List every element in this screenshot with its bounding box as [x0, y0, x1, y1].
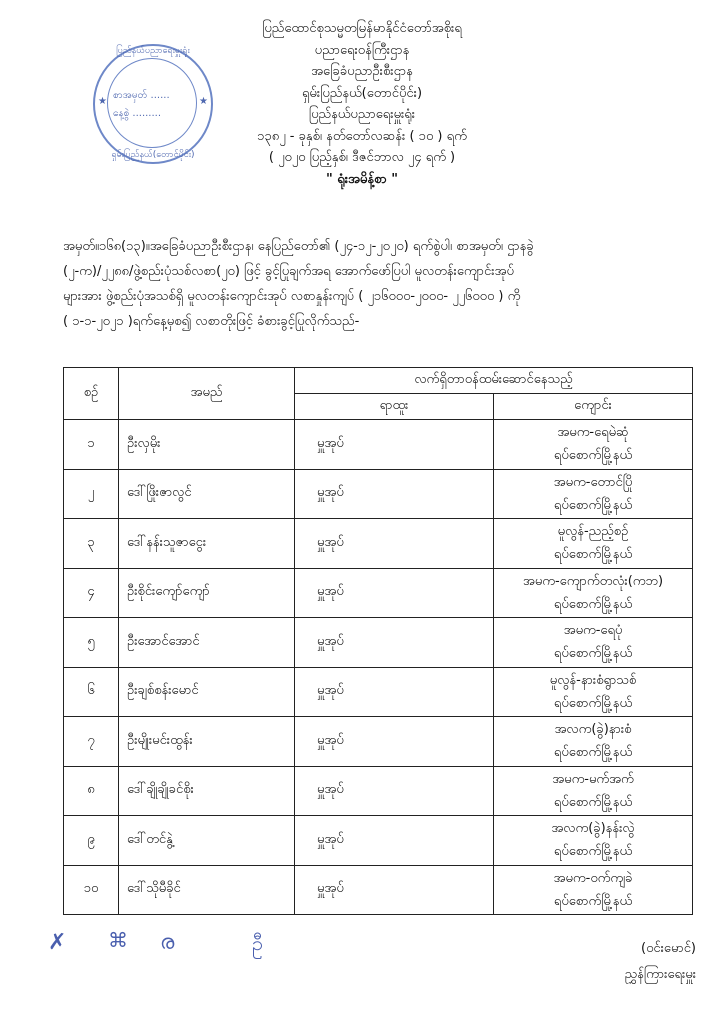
- school-township: ရပ်စောက်မြို့နယ်: [553, 695, 633, 711]
- staff-name: ဦးမျိုးမင်းထွန်း: [119, 717, 295, 767]
- header-no: စဉ်: [64, 368, 119, 420]
- staff-school: [494, 420, 693, 470]
- paragraph-line: များအား ဖွဲ့စည်းပုံအသစ်ရှိ မူလတန်းကျောင်းအုပ် လစာနှုန်းကျပ် ( ၂၁၆၀၀၀-၂၀၀၀- ၂၂၆၀၀၀ ) ကို: [63, 289, 521, 304]
- staff-name: ဒေါ်တင်နွဲ့: [119, 816, 295, 866]
- school-township: ရပ်စောက်မြို့နယ်: [553, 596, 633, 612]
- table-row: [64, 816, 693, 866]
- row-number: ၂: [64, 469, 119, 519]
- seal-letter-number-field: စာအမှတ် ......: [113, 90, 170, 101]
- school-name: အလက(ခွဲ)နန်းလွဲ: [551, 821, 635, 837]
- staff-name: ဒေါ်ချိုချိုခင်စိုး: [119, 766, 295, 816]
- school-township: ရပ်စောက်မြို့နယ်: [553, 497, 633, 513]
- row-number: ၄: [64, 568, 119, 618]
- school-township: ရပ်စောက်မြို့နယ်: [553, 448, 633, 464]
- staff-rank: မှူအုပ်: [295, 469, 494, 519]
- seal-date-field: နေ့စွဲ .........: [113, 108, 162, 119]
- staff-rank: မှူအုပ်: [295, 420, 494, 470]
- signer-title: ညွှန်ကြားရေးမှူး: [624, 967, 696, 982]
- school-name: အမက-ရေမဲဆုံ: [557, 425, 629, 441]
- school-township: ရပ်စောက်မြို့နယ်: [553, 646, 633, 662]
- table-row: [64, 420, 693, 470]
- signature-mark: ဦ: [252, 931, 264, 955]
- staff-name: ဦးအောင်အောင်: [119, 618, 295, 668]
- staff-rank: မှူအုပ်: [295, 667, 494, 717]
- signature-mark: ര: [160, 930, 175, 954]
- signer-name: (ဝင်းမောင်): [641, 941, 696, 956]
- paragraph-line: အမှတ်။၁၆၈(၁၃)။အခြေခံပညာဦးစီးဌာန၊ နေပြည်တော်၏ (၂၄-၁၂-၂၀၂၀) ရက်စွဲပါ၊ စာအမှတ်၊ ဌာနခွဲ: [63, 239, 534, 254]
- staff-rank: မှူအုပ်: [295, 865, 494, 915]
- department-line: အခြေခံပညာဦးစီးဌာန: [311, 64, 413, 79]
- table-row: [64, 766, 693, 816]
- seal-star-icon: ★: [199, 96, 208, 107]
- row-number: ၈: [64, 766, 119, 816]
- staff-school: [494, 568, 693, 618]
- school-name: အလက(ခွဲ)နားစံ: [554, 722, 632, 738]
- gregorian-date-line: ( ၂၀၂၀ ပြည့်နှစ်၊ ဒီဇင်ဘာလ ၂၄ ရက် ): [268, 150, 456, 165]
- seal-inner-ring: [107, 58, 197, 148]
- staff-school: [494, 519, 693, 569]
- header-current-post: လက်ရှိတာဝန်ထမ်းဆောင်နေသည့်: [295, 368, 693, 394]
- office-seal-stamp: [93, 44, 213, 164]
- staff-rank: မှူအုပ်: [295, 568, 494, 618]
- staff-school: [494, 816, 693, 866]
- school-name: မူလွန်-နားစံရွာသစ်: [549, 672, 637, 688]
- row-number: ၉: [64, 816, 119, 866]
- state-line: ရှမ်းပြည်နယ်(တောင်ပိုင်း): [301, 85, 423, 101]
- row-number: ၅: [64, 618, 119, 668]
- school-name: အမက-ကျောက်တလုံး(ကဘ): [522, 573, 664, 589]
- header-name: အမည်: [119, 368, 295, 420]
- government-line: ပြည်ထောင်စုသမ္မတမြန်မာနိုင်ငံတော်အစိုးရ: [262, 21, 462, 36]
- staff-name: ဒေါ်သိုမီခိုင်: [119, 865, 295, 915]
- staff-name: ဦးစိုင်းကျော်ကျော်: [119, 568, 295, 618]
- staff-name: ဦးလှမိုး: [119, 420, 295, 470]
- school-name: အမက-ရေပုံ: [563, 623, 623, 639]
- staff-school: [494, 618, 693, 668]
- school-name: အမက-တောင်ပြို: [553, 474, 633, 490]
- seal-top-text: ပြည်နယ်ပညာရေးမှူးရုံး: [116, 46, 190, 56]
- header-rank: ရာထူး: [295, 394, 494, 420]
- staff-rank: မှူအုပ်: [295, 816, 494, 866]
- table-row: [64, 618, 693, 668]
- row-number: ၆: [64, 667, 119, 717]
- seal-bottom-text: ရှမ်းပြည်နယ်(တောင်ပိုင်း): [111, 150, 195, 160]
- staff-school: [494, 667, 693, 717]
- school-township: ရပ်စောက်မြို့နယ်: [553, 547, 633, 563]
- staff-school: [494, 766, 693, 816]
- staff-rank: မှူအုပ်: [295, 717, 494, 767]
- staff-school: [494, 865, 693, 915]
- row-number: ၇: [64, 717, 119, 767]
- staff-name: ဒေါ်နန်းသူဇာငွေး: [119, 519, 295, 569]
- signature-mark: ⌘: [108, 928, 128, 952]
- staff-rank: မှူအုပ်: [295, 519, 494, 569]
- ministry-line: ပညာရေးဝန်ကြီးဌာန: [314, 42, 410, 58]
- row-number: ၁: [64, 420, 119, 470]
- staff-school: [494, 717, 693, 767]
- myanmar-date-line: ၁၃၈၂ - ခုနှစ်၊ နတ်တော်လဆန်း ( ၁၀ ) ရက်: [257, 128, 467, 144]
- staff-rank: မှူအုပ်: [295, 766, 494, 816]
- staff-name: ဦးချစ်စန်းမောင်: [119, 667, 295, 717]
- table-row: [64, 519, 693, 569]
- table-row: [64, 568, 693, 618]
- school-township: ရပ်စောက်မြို့နယ်: [553, 794, 633, 810]
- table-row: [64, 865, 693, 915]
- order-paragraph: [63, 234, 693, 334]
- table-row: [64, 717, 693, 767]
- row-number: ၁၀: [64, 865, 119, 915]
- school-township: ရပ်စောက်မြို့နယ်: [553, 844, 633, 860]
- school-name: အမက-ဝက်ကျခဲ: [553, 870, 633, 886]
- document-title: " ရုံးအမိန့်စာ ": [325, 171, 399, 187]
- staff-table: [63, 367, 693, 915]
- staff-school: [494, 469, 693, 519]
- office-line: ပြည်နယ်ပညာရေးမှူးရုံး: [308, 107, 416, 122]
- letterhead: [150, 18, 574, 190]
- school-name: အမက-မက်အက်: [552, 771, 634, 787]
- seal-star-icon: ★: [98, 96, 107, 107]
- paragraph-line: (၂-က)/၂၂၈၈/ဖွဲ့စည်းပုံသစ်လစာ(၂၀) ဖြင့် ခွင့်ပြုချက်အရ အောက်ဖော်ပြပါ မူလတန်းကျောင်းအုပ်: [63, 264, 514, 279]
- staff-name: ဒေါ်ဖြိုးဇာလွင်: [119, 469, 295, 519]
- table-row: [64, 667, 693, 717]
- row-number: ၃: [64, 519, 119, 569]
- staff-rank: မှူအုပ်: [295, 618, 494, 668]
- paragraph-line: ( ၁-၁-၂၀၂၁ )ရက်နေ့မှစ၍ လစာတိုးဖြင့် ခံစားခွင့်ပြုလိုက်သည်-: [63, 314, 360, 329]
- school-township: ရပ်စောက်မြို့နယ်: [553, 745, 633, 761]
- school-name: မူလွန်-ညည့်စဉ်: [557, 524, 629, 540]
- signature-mark: ✗: [48, 930, 67, 955]
- table-row: [64, 469, 693, 519]
- header-school: ကျောင်း: [494, 394, 693, 420]
- school-township: ရပ်စောက်မြို့နယ်: [553, 893, 633, 909]
